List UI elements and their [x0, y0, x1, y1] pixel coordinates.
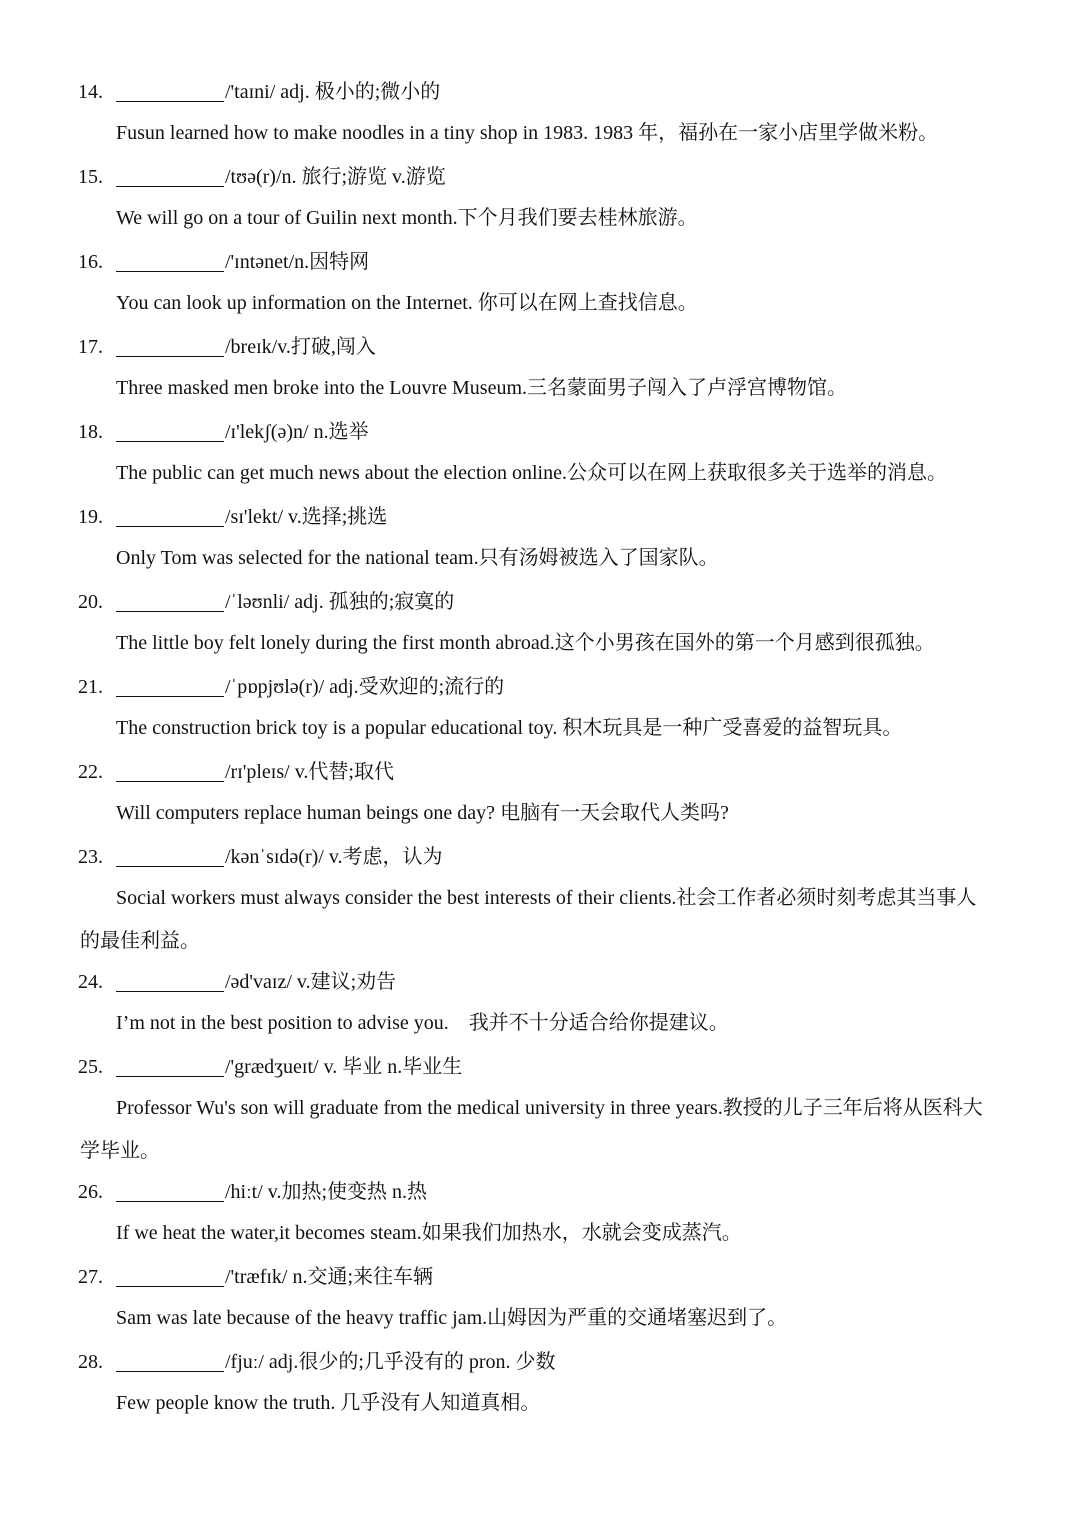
example-sentence: Only Tom was selected for the national team.只有汤姆被选入了国家队。 — [116, 547, 719, 569]
entry-head — [0, 327, 1080, 367]
entry-definition: /sɪ'lekt/ v.选择;挑选 — [225, 506, 388, 528]
entry-definition: /'grædʒueɪt/ v. 毕业 n.毕业生 — [225, 1056, 463, 1078]
entry-definition: /'træfɪk/ n.交通;来往车辆 — [225, 1266, 434, 1288]
entry-number: 15. — [78, 166, 103, 188]
example-sentence: Will computers replace human beings one day? 电脑有一天会取代人类吗? — [116, 802, 729, 824]
vocab-entry — [0, 752, 1080, 837]
entry-head — [0, 1257, 1080, 1297]
answer-blank[interactable] — [116, 441, 224, 442]
vocab-entry — [0, 1257, 1080, 1342]
entry-head — [0, 242, 1080, 282]
entry-definition: /rɪ'pleɪs/ v.代替;取代 — [225, 761, 394, 783]
entry-definition: /'ɪntənet/n.因特网 — [225, 251, 370, 273]
example-sentence: Few people know the truth. 几乎没有人知道真相。 — [116, 1392, 541, 1414]
answer-blank[interactable] — [116, 696, 224, 697]
entry-definition: /breɪk/v.打破,闯入 — [225, 336, 376, 358]
entry-definition: /ˈləʊnli/ adj. 孤独的;寂寞的 — [225, 591, 455, 613]
vocab-entry — [0, 157, 1080, 242]
answer-blank[interactable] — [116, 781, 224, 782]
vocab-entry — [0, 1342, 1080, 1427]
entry-definition: /'taɪni/ adj. 极小的;微小的 — [225, 81, 441, 103]
vocab-entry — [0, 1172, 1080, 1257]
example-sentence: Professor Wu's son will graduate from the medical university in three years.教授的儿子三年后将从医科大学毕业。 — [80, 1097, 983, 1162]
entry-number: 23. — [78, 846, 103, 868]
entry-number: 26. — [78, 1181, 103, 1203]
vocab-entry — [0, 962, 1080, 1047]
vocab-entry — [0, 72, 1080, 157]
vocab-entry — [0, 582, 1080, 667]
entry-head — [0, 157, 1080, 197]
example-sentence: If we heat the water,it becomes steam.如果我们加热水，水就会变成蒸汽。 — [116, 1222, 742, 1244]
entry-head — [0, 1172, 1080, 1212]
entry-definition: /kənˈsɪdə(r)/ v.考虑，认为 — [225, 846, 443, 868]
entry-number: 20. — [78, 591, 103, 613]
example-sentence: Social workers must always consider the best interests of their clients.社会工作者必须时刻考虑其当事人的最佳利益。 — [80, 887, 977, 952]
example-sentence: Three masked men broke into the Louvre Museum.三名蒙面男子闯入了卢浮宫博物馆。 — [116, 377, 847, 399]
entry-definition: /ˈpɒpjʊlə(r)/ adj.受欢迎的;流行的 — [225, 676, 505, 698]
entry-head — [0, 412, 1080, 452]
entry-number: 18. — [78, 421, 103, 443]
entry-number: 27. — [78, 1266, 103, 1288]
example-sentence: Sam was late because of the heavy traffic jam.山姆因为严重的交通堵塞迟到了。 — [116, 1307, 788, 1329]
answer-blank[interactable] — [116, 186, 224, 187]
example-sentence: I’m not in the best position to advise you. 我并不十分适合给你提建议。 — [116, 1012, 729, 1034]
answer-blank[interactable] — [116, 271, 224, 272]
answer-blank[interactable] — [116, 1286, 224, 1287]
entry-number: 17. — [78, 336, 103, 358]
entry-head — [0, 582, 1080, 622]
entry-definition: /tʊə(r)/n. 旅行;游览 v.游览 — [225, 166, 446, 188]
answer-blank[interactable] — [116, 1201, 224, 1202]
vocab-entry — [0, 327, 1080, 412]
entry-head — [0, 837, 1080, 877]
example-sentence: The construction brick toy is a popular educational toy. 积木玩具是一种广受喜爱的益智玩具。 — [116, 717, 903, 739]
answer-blank[interactable] — [116, 1371, 224, 1372]
example-sentence: You can look up information on the Internet. 你可以在网上查找信息。 — [116, 292, 698, 314]
example-sentence: The little boy felt lonely during the first month abroad.这个小男孩在国外的第一个月感到很孤独。 — [116, 632, 935, 654]
entry-definition: /hiːt/ v.加热;使变热 n.热 — [225, 1181, 428, 1203]
entry-head — [0, 497, 1080, 537]
entry-head — [0, 752, 1080, 792]
vocab-entry — [0, 667, 1080, 752]
entry-head — [0, 72, 1080, 112]
entry-number: 19. — [78, 506, 103, 528]
answer-blank[interactable] — [116, 866, 224, 867]
entry-number: 21. — [78, 676, 103, 698]
vocab-entry — [0, 242, 1080, 327]
vocabulary-worksheet — [0, 72, 1080, 1427]
entry-head — [0, 1342, 1080, 1382]
vocab-entry — [0, 1047, 1080, 1172]
entry-head — [0, 667, 1080, 707]
entry-number: 16. — [78, 251, 103, 273]
vocab-entry — [0, 497, 1080, 582]
entry-number: 14. — [78, 81, 103, 103]
answer-blank[interactable] — [116, 991, 224, 992]
entry-head — [0, 1047, 1080, 1087]
vocab-entry — [0, 412, 1080, 497]
entry-number: 22. — [78, 761, 103, 783]
example-sentence: We will go on a tour of Guilin next month.下个月我们要去桂林旅游。 — [116, 207, 698, 229]
entry-definition: /ɪ'lekʃ(ə)n/ n.选举 — [225, 421, 369, 443]
answer-blank[interactable] — [116, 356, 224, 357]
answer-blank[interactable] — [116, 101, 224, 102]
entry-definition: /fjuː/ adj.很少的;几乎没有的 pron. 少数 — [225, 1351, 556, 1373]
answer-blank[interactable] — [116, 611, 224, 612]
answer-blank[interactable] — [116, 1076, 224, 1077]
entry-definition: /əd'vaɪz/ v.建议;劝告 — [225, 971, 397, 993]
example-sentence: The public can get much news about the election online.公众可以在网上获取很多关于选举的消息。 — [116, 462, 947, 484]
entry-number: 24. — [78, 971, 103, 993]
entry-head — [0, 962, 1080, 1002]
entry-number: 25. — [78, 1056, 103, 1078]
entry-number: 28. — [78, 1351, 103, 1373]
vocab-entry — [0, 837, 1080, 962]
answer-blank[interactable] — [116, 526, 224, 527]
example-sentence: Fusun learned how to make noodles in a tiny shop in 1983. 1983 年，福孙在一家小店里学做米粉。 — [116, 122, 939, 144]
